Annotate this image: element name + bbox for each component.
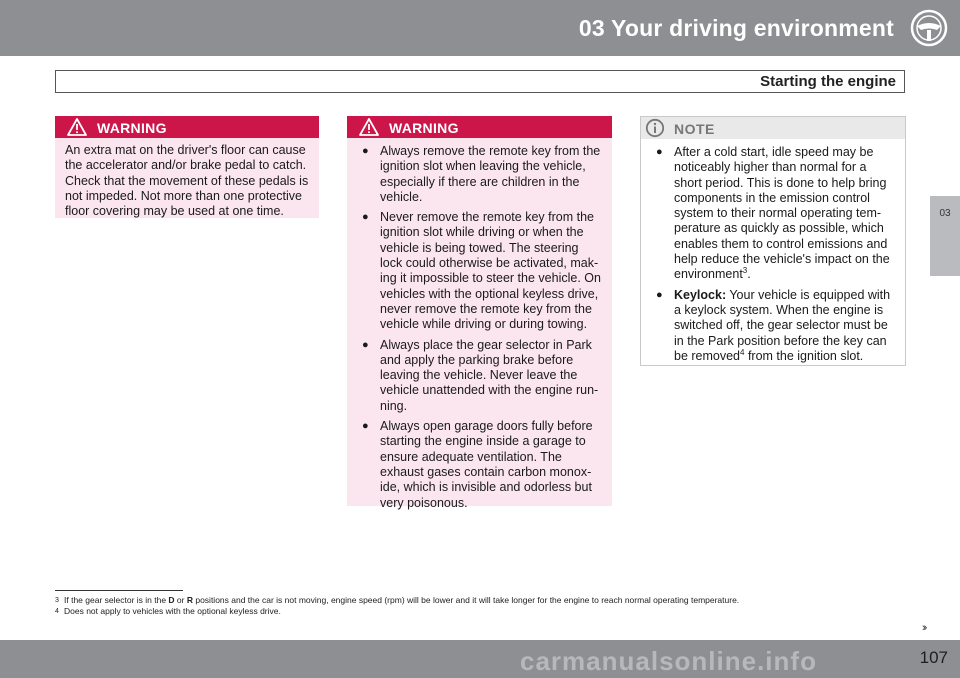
note-header (641, 117, 905, 139)
next-page-icon[interactable]: ›› (922, 622, 926, 634)
footnote-3 (55, 595, 739, 606)
list-item (356, 144, 604, 205)
footnote-text: If the gear selector is in the (64, 595, 169, 605)
footnote-number: 4 (55, 608, 59, 615)
footnote-4 (55, 606, 739, 617)
note-body (641, 139, 905, 374)
footnote-text: or (174, 595, 187, 605)
footnote-text: Does not apply to vehicles with the optional keyless drive. (64, 606, 281, 616)
bullet-icon: ● (362, 338, 369, 351)
footnote-text: positions and the car is not moving, engine speed (rpm) will be lower and it will take longer for the engine to reach normal operating temperature. (192, 595, 740, 605)
watermark: carmanualsonline.info (520, 646, 817, 676)
warning-header (55, 116, 319, 138)
bullet-icon: ● (362, 145, 369, 157)
chapter-tab-label: 03 (939, 208, 951, 219)
warning-list (356, 144, 604, 511)
warning-box-remote-key (347, 116, 612, 510)
bullet-icon: ● (362, 420, 369, 433)
note-box (640, 116, 906, 366)
note-label: NOTE (674, 121, 715, 137)
warning-label: WARNING (97, 120, 167, 136)
list-item-text: Always place the gear selector in Park and apply the parking brake before leaving the vehicle. Never leave the vehicle unattended with the engine run-ning. (380, 337, 599, 413)
note-list (650, 145, 896, 364)
warning-text: An extra mat on the driver's floor can cause the accelerator and/or brake pedal to catch. Check that the movement of these pedals is not impeded. Not more than one protective floor covering may be used at one time. (65, 143, 309, 219)
footnotes (55, 595, 739, 617)
list-item-text-end: . (747, 267, 751, 282)
warning-triangle-icon (66, 117, 88, 137)
list-item-text: Always open garage doors fully before starting the engine inside a garage to ensure adequate ventilation. The exhaust gases contain carbon monox-ide, which is invisible and odorless but very poisonous. (380, 419, 593, 510)
steering-wheel-icon (907, 6, 951, 50)
chapter-title: 03 Your driving environment (578, 15, 894, 41)
section-header (55, 70, 905, 93)
warning-box-floor-mat (55, 116, 319, 218)
list-item (650, 288, 896, 364)
section-title: Starting the engine (760, 73, 896, 90)
gear-d: D (168, 595, 175, 605)
bullet-icon: ● (656, 146, 663, 158)
footnote-divider (55, 590, 183, 591)
list-item (356, 210, 604, 332)
keylock-term: Keylock: (674, 287, 727, 302)
list-item (356, 338, 604, 414)
bullet-icon: ● (362, 211, 369, 224)
warning-list-body (347, 138, 612, 523)
list-item-text-end: from the ignition slot. (744, 348, 864, 363)
warning-triangle-icon (358, 117, 380, 137)
list-item (650, 145, 896, 283)
chapter-tab[interactable] (930, 196, 960, 276)
list-item-text: Your vehicle is equipped with a keylock system. When the engine is switched off, the gear selector must be in the Park position before the key can be removed (674, 287, 891, 363)
page-number: 107 (919, 648, 948, 667)
list-item-text: Never remove the remote key from the ignition slot while driving or when the vehicle is being towed. The steering lock could otherwise be activated, mak-ing it impossible to steer the vehicle. On vehicles with the optional keyless drive, never remove the remote key from the vehicle while driving or during towing. (380, 210, 601, 332)
info-icon (644, 118, 666, 138)
warning-label: WARNING (389, 120, 459, 136)
list-item (356, 419, 604, 511)
list-item-text: Always remove the remote key from the ignition slot when leaving the vehicle, especially if there are children in the vehicle. (380, 144, 601, 204)
footnote-ref: 3 (742, 266, 748, 276)
chapter-header (0, 0, 960, 56)
list-item-text: After a cold start, idle speed may be noticeably higher than normal for a short period. This is done to help bring components in the emission control system to their normal operating tem-perature as quickly as possible, which enables them to control emissions and help reduce the vehicle's impact on the environment (674, 145, 890, 282)
warning-header (347, 116, 612, 138)
footnote-number: 3 (55, 597, 59, 604)
page-footer (0, 640, 960, 678)
gear-r: R (186, 595, 193, 605)
footnote-ref: 4 (740, 347, 745, 357)
bullet-icon: ● (656, 288, 663, 301)
